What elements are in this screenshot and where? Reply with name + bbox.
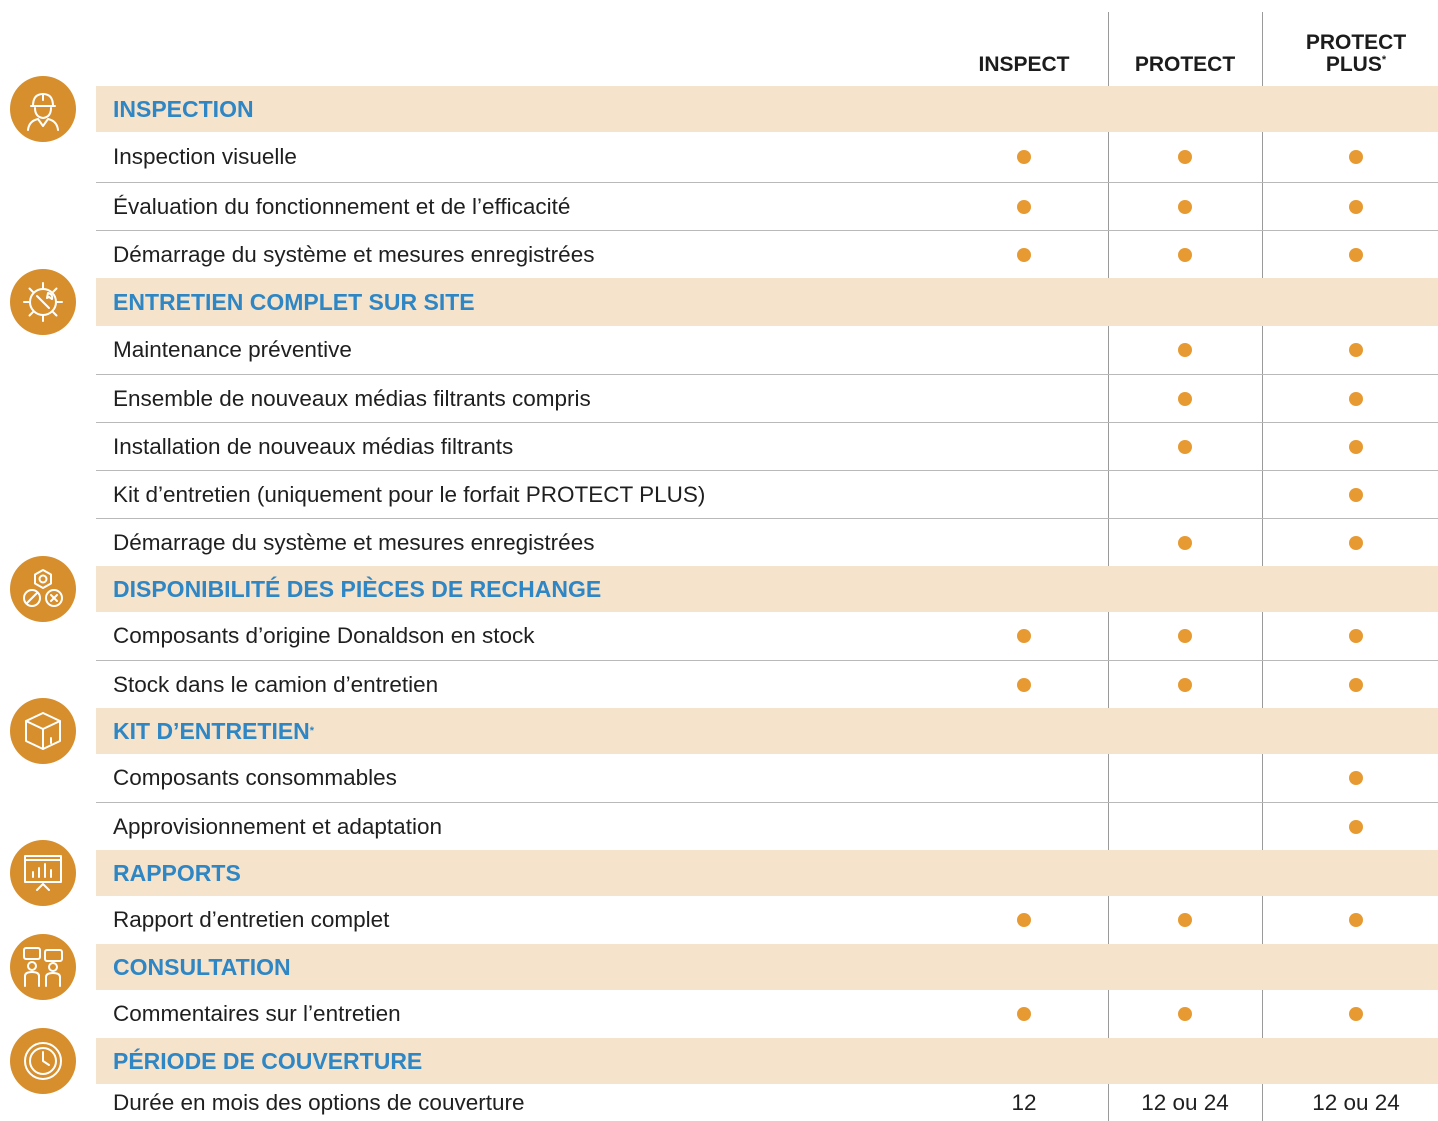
cell-protect	[1106, 896, 1264, 944]
table-row	[96, 422, 1438, 470]
spare-parts-icon	[10, 556, 76, 622]
section-title-text: PÉRIODE DE COUVERTURE	[113, 1047, 423, 1074]
cell-protect	[1106, 231, 1264, 278]
section-header	[96, 944, 1438, 990]
included-dot-icon	[1349, 392, 1363, 406]
included-dot-icon	[1349, 629, 1363, 643]
report-board-icon	[10, 840, 76, 906]
included-dot-icon	[1349, 678, 1363, 692]
included-dot-icon	[1349, 200, 1363, 214]
table-row	[96, 896, 1438, 944]
cell-inspect	[944, 326, 1104, 374]
row-label: Démarrage du système et mesures enregistrées	[113, 529, 595, 555]
row-label: Approvisionnement et adaptation	[113, 813, 442, 839]
included-dot-icon	[1349, 771, 1363, 785]
column-header-text: PROTECT	[1134, 53, 1236, 76]
row-label: Composants consommables	[113, 765, 397, 790]
table-row	[96, 326, 1438, 374]
section-header	[96, 1038, 1438, 1084]
wrench-gear-icon	[10, 269, 76, 335]
row-label: Stock dans le camion d’entretien	[113, 671, 439, 697]
section-header	[96, 86, 1438, 132]
cell-protect	[1106, 661, 1264, 708]
table-row	[96, 612, 1438, 660]
cell-protect-plus	[1271, 231, 1438, 278]
section-header	[96, 566, 1438, 612]
cell-protect-plus	[1271, 423, 1438, 470]
cell-protect	[1106, 754, 1264, 802]
clock-icon	[10, 1028, 76, 1094]
section-title-text: DISPONIBILITÉ DES PIÈCES DE RECHANGE	[113, 575, 602, 602]
cell-protect-plus	[1271, 612, 1438, 660]
section-header	[96, 850, 1438, 896]
section-title	[113, 944, 291, 990]
included-dot-icon	[1017, 913, 1031, 927]
column-header-protect-plus	[1271, 0, 1438, 86]
row-label: Composants d’origine Donaldson en stock	[113, 623, 535, 648]
section-header	[96, 708, 1438, 754]
cell-inspect	[944, 471, 1104, 518]
cell-protect	[1106, 1084, 1264, 1121]
cell-protect-plus	[1271, 754, 1438, 802]
column-header-text: INSPECT	[978, 53, 1070, 76]
cell-protect	[1106, 423, 1264, 470]
cell-inspect	[944, 1084, 1104, 1121]
included-dot-icon	[1349, 1007, 1363, 1021]
cell-inspect	[944, 803, 1104, 850]
included-dot-icon	[1178, 392, 1192, 406]
cell-inspect	[944, 896, 1104, 944]
included-dot-icon	[1178, 913, 1192, 927]
cell-inspect	[944, 990, 1104, 1038]
table-row	[96, 990, 1438, 1038]
table-row	[96, 470, 1438, 518]
included-dot-icon	[1349, 913, 1363, 927]
included-dot-icon	[1349, 488, 1363, 502]
included-dot-icon	[1017, 248, 1031, 262]
row-label: Évaluation du fonctionnement et de l’efficacité	[113, 193, 571, 219]
cell-inspect	[944, 661, 1104, 708]
cell-inspect	[944, 519, 1104, 566]
row-label: Rapport d’entretien complet	[113, 907, 390, 932]
section-title-text: INSPECTION	[113, 95, 254, 122]
table-row	[96, 132, 1438, 182]
included-dot-icon	[1178, 248, 1192, 262]
included-dot-icon	[1017, 678, 1031, 692]
included-dot-icon	[1178, 440, 1192, 454]
cell-inspect	[944, 754, 1104, 802]
included-dot-icon	[1178, 678, 1192, 692]
included-dot-icon	[1178, 629, 1192, 643]
coverage-value: 12 ou 24	[1141, 1089, 1229, 1115]
row-label: Ensemble de nouveaux médias filtrants compris	[113, 385, 591, 411]
row-label: Démarrage du système et mesures enregistrées	[113, 241, 595, 267]
included-dot-icon	[1178, 200, 1192, 214]
cell-inspect	[944, 612, 1104, 660]
cell-protect-plus	[1271, 896, 1438, 944]
row-label: Durée en mois des options de couverture	[113, 1089, 525, 1115]
cell-protect-plus	[1271, 183, 1438, 230]
section-title-text: CONSULTATION	[113, 953, 291, 980]
cell-inspect	[944, 132, 1104, 182]
worker-helmet-icon	[10, 76, 76, 142]
section-title	[113, 86, 254, 132]
column-header-label	[1291, 32, 1421, 76]
column-header-text: PROTECT PLUS	[1305, 31, 1407, 76]
included-dot-icon	[1017, 200, 1031, 214]
cell-protect-plus	[1271, 990, 1438, 1038]
included-dot-icon	[1178, 536, 1192, 550]
box-icon	[10, 698, 76, 764]
section-title-text: KIT D’ENTRETIEN	[113, 717, 310, 744]
cell-inspect	[944, 423, 1104, 470]
row-label: Commentaires sur l’entretien	[113, 1001, 401, 1026]
included-dot-icon	[1349, 536, 1363, 550]
section-title-text: RAPPORTS	[113, 859, 241, 886]
included-dot-icon	[1178, 150, 1192, 164]
cell-protect-plus	[1271, 132, 1438, 182]
cell-protect	[1106, 326, 1264, 374]
section-title	[113, 278, 475, 326]
cell-protect	[1106, 519, 1264, 566]
cell-inspect	[944, 375, 1104, 422]
included-dot-icon	[1178, 343, 1192, 357]
included-dot-icon	[1178, 1007, 1192, 1021]
cell-protect-plus	[1271, 326, 1438, 374]
section-title	[113, 566, 601, 612]
cell-protect-plus	[1271, 803, 1438, 850]
included-dot-icon	[1349, 150, 1363, 164]
cell-protect-plus	[1271, 375, 1438, 422]
coverage-value: 12	[1011, 1089, 1037, 1115]
included-dot-icon	[1017, 1007, 1031, 1021]
coverage-value: 12 ou 24	[1312, 1089, 1400, 1115]
row-label: Inspection visuelle	[113, 144, 297, 169]
table-row	[96, 518, 1438, 566]
section-title-text: ENTRETIEN COMPLET SUR SITE	[113, 288, 475, 315]
column-header-protect	[1106, 0, 1264, 86]
cell-protect	[1106, 803, 1264, 850]
column-header-label	[1135, 54, 1235, 76]
row-label: Installation de nouveaux médias filtrants	[113, 433, 514, 459]
table-row	[96, 182, 1438, 230]
section-title	[113, 850, 241, 896]
table-row	[96, 802, 1438, 850]
section-title: KIT D’ENTRETIEN *	[113, 717, 315, 744]
table-row	[96, 754, 1438, 802]
cell-protect	[1106, 990, 1264, 1038]
section-header	[96, 278, 1438, 326]
included-dot-icon	[1349, 820, 1363, 834]
cell-protect-plus	[1271, 1084, 1438, 1121]
included-dot-icon	[1349, 343, 1363, 357]
cell-protect	[1106, 612, 1264, 660]
cell-inspect	[944, 183, 1104, 230]
cell-protect	[1106, 375, 1264, 422]
cell-protect-plus	[1271, 661, 1438, 708]
cell-inspect	[944, 231, 1104, 278]
included-dot-icon	[1349, 248, 1363, 262]
included-dot-icon	[1349, 440, 1363, 454]
table-row	[96, 374, 1438, 422]
included-dot-icon	[1017, 629, 1031, 643]
column-header-inspect	[944, 0, 1104, 86]
included-dot-icon	[1017, 150, 1031, 164]
cell-protect	[1106, 183, 1264, 230]
table-row	[96, 230, 1438, 278]
table-row	[96, 660, 1438, 708]
table-row	[96, 1084, 1438, 1121]
column-header-label	[978, 54, 1069, 76]
cell-protect-plus	[1271, 471, 1438, 518]
consultation-people-icon	[10, 934, 76, 1000]
footnote-marker: *	[1381, 54, 1387, 66]
cell-protect	[1106, 132, 1264, 182]
row-label: Kit d’entretien (uniquement pour le forfait PROTECT PLUS)	[113, 481, 706, 507]
cell-protect-plus	[1271, 519, 1438, 566]
row-label: Maintenance préventive	[113, 337, 352, 362]
cell-protect	[1106, 471, 1264, 518]
section-title	[113, 1038, 422, 1084]
